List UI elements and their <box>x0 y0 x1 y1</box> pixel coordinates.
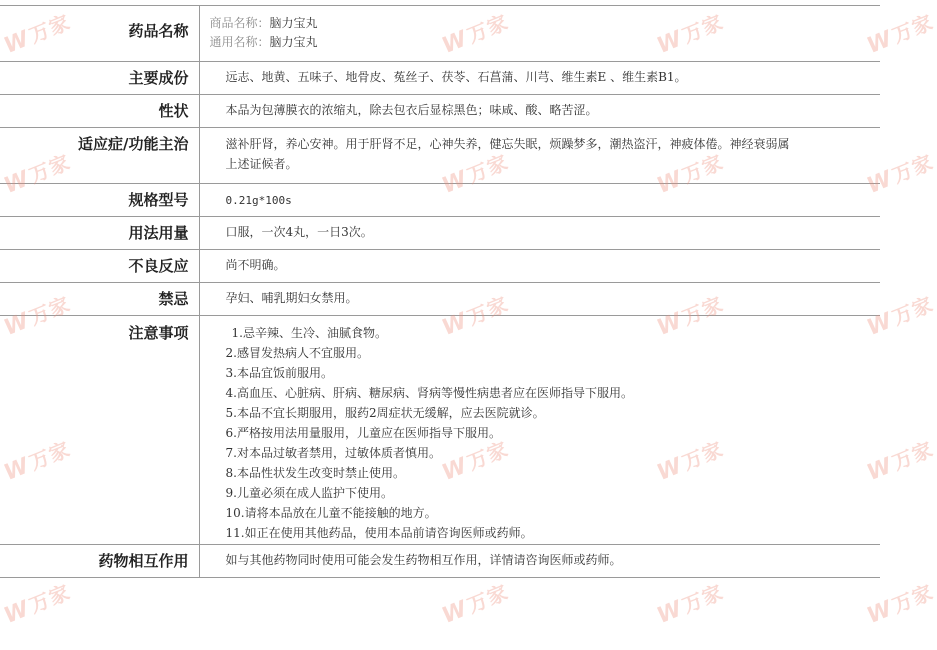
watermark-text: 万家 <box>678 149 727 188</box>
precaution-item: 4.高血压、心脏病、肝病、糖尿病、肾病等慢性病患者应在医师指导下服用。 <box>225 386 633 400</box>
spec-text: 0.21g*100s <box>225 194 292 207</box>
row-spec <box>0 184 880 217</box>
row-indications <box>0 128 880 184</box>
watermark-mark: W <box>863 453 897 486</box>
watermark-text: 万家 <box>678 579 727 618</box>
label-interactions <box>0 545 199 578</box>
watermark <box>652 576 727 629</box>
label-indications-text: 适应症/功能主治 <box>78 135 189 153</box>
value-appearance <box>199 95 880 128</box>
watermark-text: 万家 <box>463 149 512 188</box>
row-appearance <box>0 95 880 128</box>
watermark-mark: W <box>0 453 34 486</box>
value-spec <box>199 184 880 217</box>
row-usage <box>0 217 880 250</box>
precaution-item: 2.感冒发热病人不宜服用。 <box>225 346 369 360</box>
watermark <box>0 576 74 629</box>
watermark-mark: W <box>438 453 472 486</box>
watermark-mark: W <box>653 308 687 341</box>
label-precautions <box>0 316 199 545</box>
watermark-mark: W <box>653 453 687 486</box>
watermark <box>437 576 512 629</box>
contraindications-text: 孕妇、哺乳期妇女禁用。 <box>225 291 358 305</box>
label-spec-text: 规格型号 <box>128 191 189 209</box>
precaution-item: 6.严格按用法用量服用，儿童应在医师指导下服用。 <box>225 426 501 440</box>
precaution-item: 10.请将本品放在儿童不能接触的地方。 <box>225 506 437 520</box>
watermark-text: 万家 <box>25 579 74 618</box>
label-interactions-text: 药物相互作用 <box>98 552 189 570</box>
watermark-mark: W <box>0 596 34 629</box>
value-precautions <box>199 316 880 545</box>
precaution-item: 3.本品宜饭前服用。 <box>225 366 333 380</box>
label-adverse <box>0 250 199 283</box>
appearance-text: 本品为包薄膜衣的浓缩丸，除去包衣后显棕黑色；味咸、酸、略苦涩。 <box>225 103 598 117</box>
label-usage-text: 用法用量 <box>128 224 189 242</box>
row-adverse <box>0 250 880 283</box>
watermark-mark: W <box>863 308 897 341</box>
adverse-text: 尚不明确。 <box>225 258 286 272</box>
watermark-text: 万家 <box>25 149 74 188</box>
watermark-mark: W <box>0 26 34 59</box>
watermark-text: 万家 <box>463 579 512 618</box>
label-spec <box>0 184 199 217</box>
watermark-mark: W <box>438 308 472 341</box>
row-contraindications <box>0 283 880 316</box>
trade-name-line <box>210 14 881 33</box>
row-ingredients <box>0 62 880 95</box>
watermark-text: 万家 <box>25 9 74 48</box>
row-precautions <box>0 316 880 545</box>
precaution-item: 5.本品不宜长期服用，服药2周症状无缓解，应去医院就诊。 <box>225 406 545 420</box>
watermark-text: 万家 <box>25 436 74 475</box>
value-indications <box>199 128 880 184</box>
watermark-mark: W <box>438 26 472 59</box>
row-drug-name <box>0 6 880 62</box>
watermark-text: 万家 <box>888 579 937 618</box>
row-interactions <box>0 545 880 578</box>
label-drug-name-text: 药品名称 <box>128 22 189 40</box>
watermark <box>862 576 937 629</box>
trade-name-prefix: 商品名称： <box>209 16 270 30</box>
watermark-mark: W <box>863 26 897 59</box>
precaution-item: 9.儿童必须在成人监护下使用。 <box>225 486 393 500</box>
watermark-text: 万家 <box>678 9 727 48</box>
watermark-text: 万家 <box>888 436 937 475</box>
indications-text: 滋补肝肾，养心安神。用于肝肾不足，心神失养，健忘失眠，烦躁梦多，潮热盗汗，神疲体倦。神经衰弱属上述证候者。 <box>225 137 790 171</box>
watermark-text: 万家 <box>463 9 512 48</box>
watermark-text: 万家 <box>463 291 512 330</box>
watermark-mark: W <box>653 166 687 199</box>
watermark-text: 万家 <box>25 291 74 330</box>
trade-name-value: 脑力宝丸 <box>269 16 318 30</box>
generic-name-prefix: 通用名称： <box>209 35 270 49</box>
generic-name-line <box>210 33 881 52</box>
precaution-item: 1.忌辛辣、生冷、油腻食物。 <box>231 326 387 340</box>
label-ingredients-text: 主要成份 <box>128 69 189 87</box>
watermark-mark: W <box>863 596 897 629</box>
value-drug-name <box>199 6 880 62</box>
watermark-mark: W <box>0 308 34 341</box>
label-appearance-text: 性状 <box>158 102 189 120</box>
watermark-mark: W <box>0 166 34 199</box>
watermark-mark: W <box>863 166 897 199</box>
generic-name-value: 脑力宝丸 <box>269 35 318 49</box>
label-precautions-text: 注意事项 <box>128 324 189 342</box>
value-interactions <box>199 545 880 578</box>
label-contraindications-text: 禁忌 <box>158 290 189 308</box>
drug-info-table <box>0 5 880 578</box>
precaution-item: 8.本品性状发生改变时禁止使用。 <box>225 466 405 480</box>
value-usage <box>199 217 880 250</box>
label-adverse-text: 不良反应 <box>128 257 189 275</box>
watermark-mark: W <box>653 26 687 59</box>
watermark-text: 万家 <box>888 9 937 48</box>
value-ingredients <box>199 62 880 95</box>
watermark-mark: W <box>438 166 472 199</box>
precaution-item: 11.如正在使用其他药品，使用本品前请咨询医师或药师。 <box>225 526 533 540</box>
watermark-text: 万家 <box>888 291 937 330</box>
watermark-mark: W <box>438 596 472 629</box>
watermark-text: 万家 <box>888 149 937 188</box>
watermark-text: 万家 <box>678 291 727 330</box>
usage-text: 口服，一次4丸，一日3次。 <box>225 225 373 239</box>
interactions-text: 如与其他药物同时使用可能会发生药物相互作用，详情请咨询医师或药师。 <box>225 553 622 567</box>
watermark-text: 万家 <box>463 436 512 475</box>
ingredients-text: 远志、地黄、五味子、地骨皮、菟丝子、茯苓、石菖蒲、川芎、维生素E 、维生素B1。 <box>225 70 687 84</box>
label-contraindications <box>0 283 199 316</box>
value-contraindications <box>199 283 880 316</box>
watermark-text: 万家 <box>678 436 727 475</box>
watermark-mark: W <box>653 596 687 629</box>
label-ingredients <box>0 62 199 95</box>
label-indications <box>0 128 199 184</box>
precaution-item: 7.对本品过敏者禁用，过敏体质者慎用。 <box>225 446 441 460</box>
label-usage <box>0 217 199 250</box>
label-drug-name <box>0 6 199 62</box>
value-adverse <box>199 250 880 283</box>
label-appearance <box>0 95 199 128</box>
